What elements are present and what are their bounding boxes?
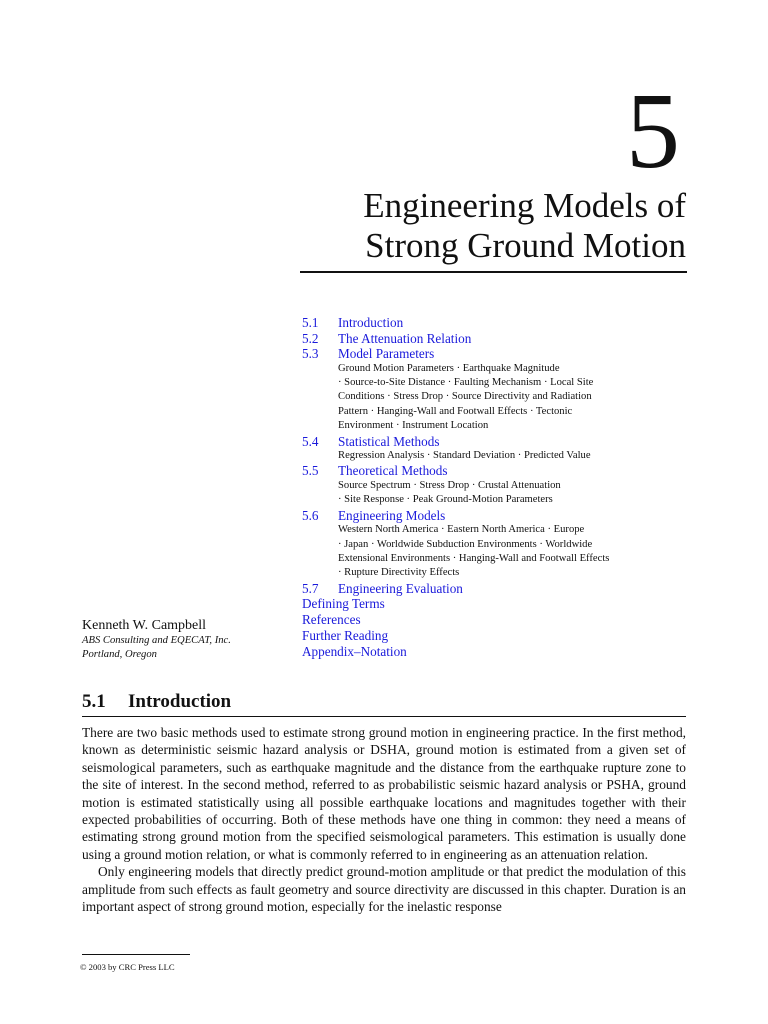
toc-link-references[interactable]: References xyxy=(302,612,361,628)
toc-entry xyxy=(302,434,702,464)
toc-subtopics xyxy=(338,523,702,581)
toc-number: 5.7 xyxy=(302,580,319,596)
toc-entry xyxy=(302,508,702,581)
toc-subtopic-line: Western North America · Eastern North America · Europe xyxy=(338,524,585,536)
chapter-number: 5 xyxy=(626,72,680,191)
chapter-title-line-1: Engineering Models of xyxy=(363,186,686,225)
toc-entry xyxy=(302,581,702,597)
toc-number: 5.2 xyxy=(302,330,319,346)
toc-link-statistical-methods[interactable] xyxy=(302,434,702,450)
toc-subtopic-line: Conditions · Stress Drop · Source Directivity and Radiation xyxy=(338,391,592,403)
toc-subtopics xyxy=(338,479,702,508)
toc-number: 5.1 xyxy=(302,315,319,330)
paragraph: Only engineering models that directly predict ground-motion amplitude or that predict the modulation of this amplitude from such effects as fault geometry and source directivity are discussed in this chapter. Duration is an important aspect of strong ground motion, especially for the inelastic response xyxy=(82,864,686,915)
chapter-title-rule xyxy=(300,271,687,273)
toc-number: 5.6 xyxy=(302,507,319,523)
author-block xyxy=(82,617,292,662)
toc-subtopic-line: Environment · Instrument Location xyxy=(338,420,489,432)
copyright-notice: © 2003 by CRC Press LLC xyxy=(80,962,175,972)
toc-subtopic-line: Regression Analysis · Standard Deviation · Predicted Value xyxy=(338,450,591,462)
toc-subtopic-line: · Source-to-Site Distance · Faulting Mechanism · Local Site xyxy=(338,376,594,388)
toc-entry xyxy=(302,315,702,331)
toc-link-appendix-notation[interactable]: Appendix–Notation xyxy=(302,643,407,659)
toc-link-engineering-models[interactable] xyxy=(302,508,702,524)
toc-link-introduction[interactable] xyxy=(302,315,702,331)
toc-subtopics xyxy=(338,362,702,434)
section-heading xyxy=(82,690,686,714)
toc-entry xyxy=(302,346,702,434)
toc-title: Introduction xyxy=(338,315,404,330)
toc-title: Theoretical Methods xyxy=(338,463,448,479)
toc-subtopic-line: Extensional Environments · Hanging-Wall and Footwall Effects xyxy=(338,553,610,565)
toc-title: The Attenuation Relation xyxy=(338,330,472,346)
toc-link-attenuation-relation[interactable] xyxy=(302,331,702,347)
toc-subtopic-line: · Rupture Directivity Effects xyxy=(338,567,460,579)
toc-title: Statistical Methods xyxy=(338,433,440,449)
author-name: Kenneth W. Campbell xyxy=(82,618,207,633)
toc-subtopics xyxy=(338,449,702,463)
toc-entry xyxy=(302,463,702,507)
toc-subtopic-line: · Site Response · Peak Ground-Motion Parameters xyxy=(338,494,553,506)
toc-title: Engineering Evaluation xyxy=(338,580,463,596)
toc-link-defining-terms[interactable]: Defining Terms xyxy=(302,596,385,612)
toc-link-engineering-evaluation[interactable] xyxy=(302,581,702,597)
toc-number: 5.4 xyxy=(302,433,319,449)
toc-entry xyxy=(302,331,702,347)
author-affiliation: ABS Consulting and EQECAT, Inc. xyxy=(82,635,231,646)
chapter-title-line-2: Strong Ground Motion xyxy=(365,226,686,265)
toc-link-theoretical-methods[interactable] xyxy=(302,463,702,479)
toc-subtopic-line: Source Spectrum · Stress Drop · Crustal Attenuation xyxy=(338,479,561,491)
toc-title: Model Parameters xyxy=(338,346,435,361)
toc-subtopic-line: Pattern · Hanging-Wall and Footwall Effects · Tectonic xyxy=(338,405,573,417)
section-rule xyxy=(82,716,686,717)
toc-subtopic-line: · Japan · Worldwide Subduction Environments · Worldwide xyxy=(338,538,593,550)
section-number: 5.1 xyxy=(82,691,106,712)
footnote-rule xyxy=(82,954,190,955)
chapter-title xyxy=(256,186,686,266)
toc-link-further-reading[interactable]: Further Reading xyxy=(302,627,389,643)
toc-link-model-parameters[interactable] xyxy=(302,346,702,362)
paragraph: There are two basic methods used to estimate strong ground motion in engineering practice. In the first method, known as deterministic seismic hazard analysis or DSHA, ground motion is estimated from a given set of seismological parameters, such as earthquake magnitude and the distance from the earthquake rupture zone to the site of interest. In the second method, referred to as probabilistic seismic hazard analysis or PSHA, ground motion is estimated statistically using all possible earthquake locations and magnitudes together with their expected probabilities of occurring. Both of these methods have one thing in common: they need a means of estimating strong ground motion from the specified seismological parameters. This estimation is usually done using a ground motion relation, or what is commonly referred to in engineering as an attenuation relation. xyxy=(82,725,686,862)
author-location: Portland, Oregon xyxy=(82,649,157,660)
toc-number: 5.5 xyxy=(302,463,319,479)
toc-number: 5.3 xyxy=(302,346,319,361)
toc-title: Engineering Models xyxy=(338,507,446,523)
body-text xyxy=(82,724,686,915)
table-of-contents xyxy=(302,315,702,660)
toc-subtopic-line: Ground Motion Parameters · Earthquake Magnitude xyxy=(338,362,560,374)
section-title: Introduction xyxy=(128,691,232,712)
